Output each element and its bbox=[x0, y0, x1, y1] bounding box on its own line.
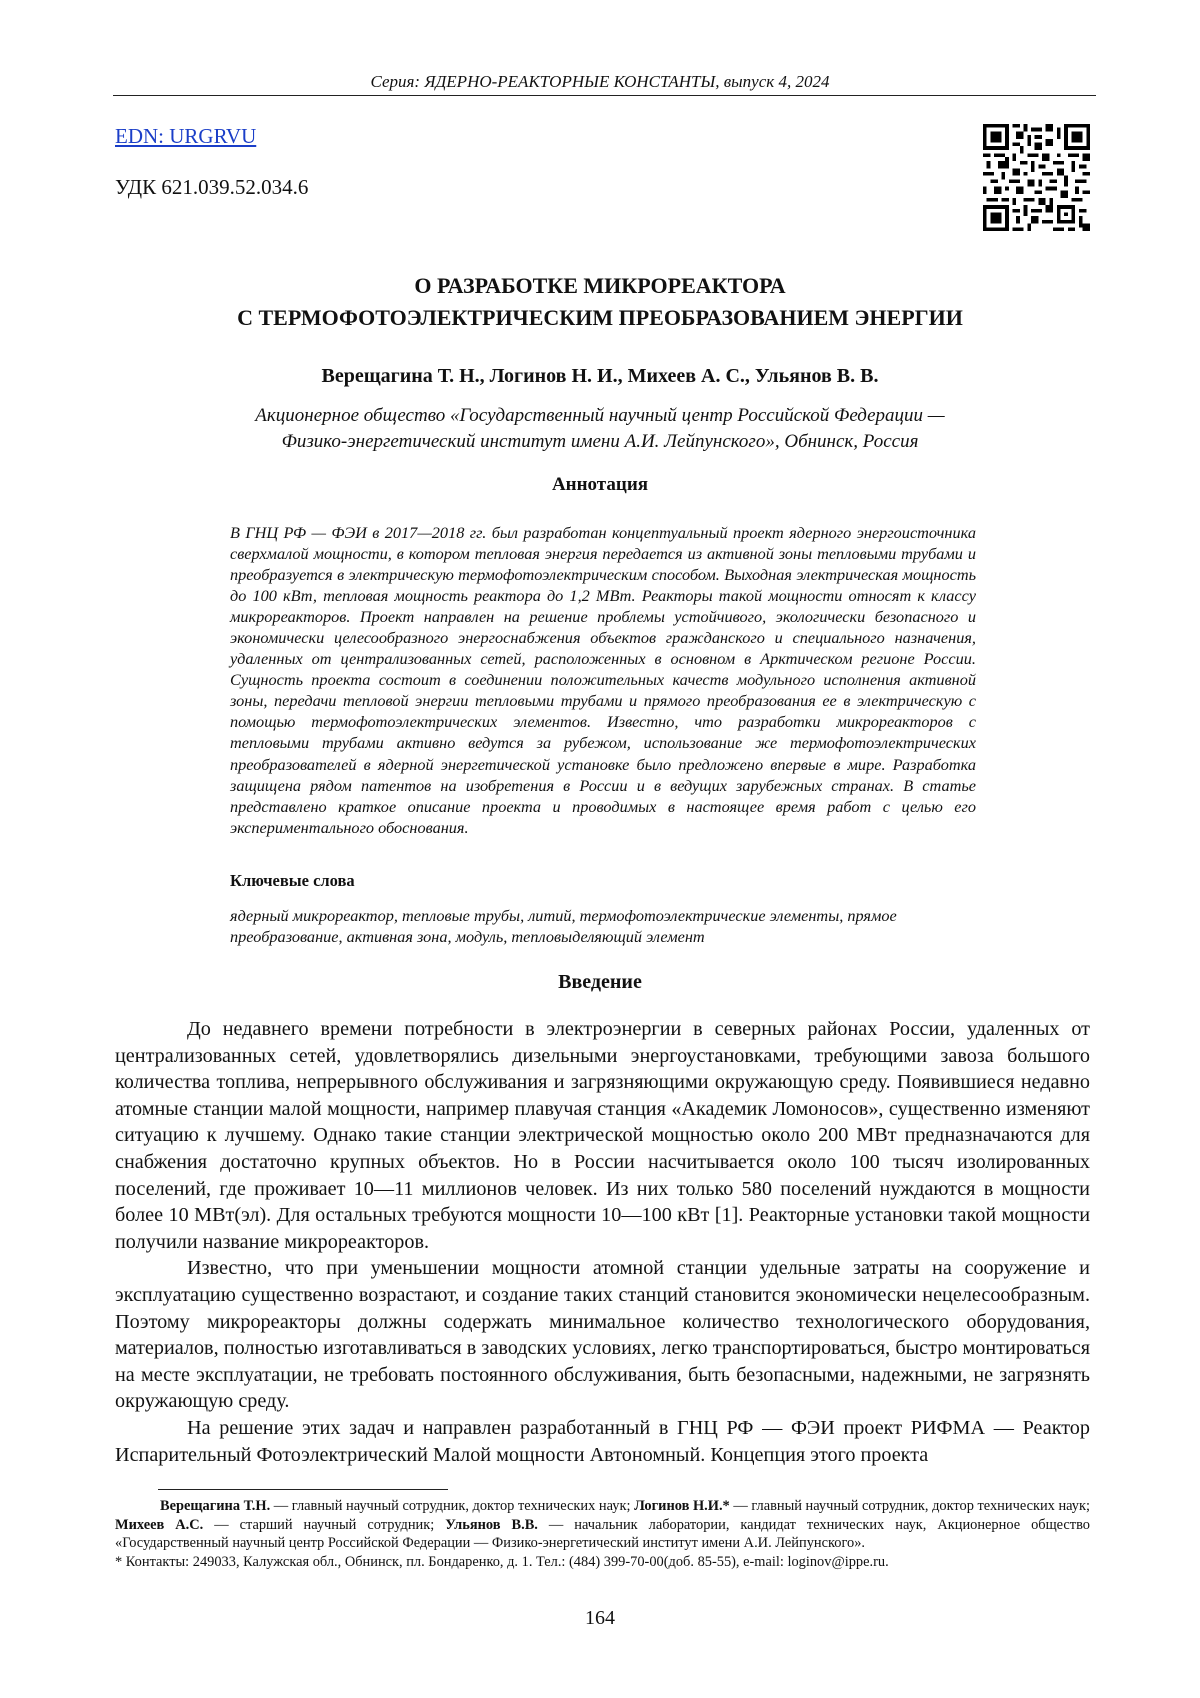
footnote-author-name: Логинов Н.И.* bbox=[634, 1498, 730, 1514]
keywords-heading: Ключевые слова bbox=[230, 871, 355, 890]
footnote-divider bbox=[158, 1489, 448, 1490]
footnote-author-role: — начальник лаборатории, кандидат технических наук, Акционерное общество «Государственный научный центр Российской Федерации — Физико-энергетический институт имени А.И. Лейпунского». bbox=[115, 1516, 1090, 1552]
abstract-text: В ГНЦ РФ — ФЭИ в 2017—2018 гг. был разработан концептуальный проект ядерного энергоисточника сверхмалой мощности, в котором тепловая энергия передается из активной зоны тепловыми трубами и преобразуется в электрическую термофотоэлектрическим способом. Выходная электрическая мощность до 100 кВт, тепловая мощность реактора до 1,2 МВт. Реакторы такой мощности относят к классу микрореакторов. Проект направлен на решение проблемы устойчивого, экологически безопасного и экономически целесообразного энергоснабжения объектов гражданского и специального назначения, удаленных от централизованных сетей, расположенных в основном в Арктическом регионе России. Сущность проекта состоит в соединении положительных качеств модульного исполнения активной зоны, передачи тепловой энергии тепловыми трубами и прямого преобразования ее в электрическую с помощью термофотоэлектрических элементов. Известно, что разработки микрореакторов с тепловыми трубами активно ведутся за рубежом, использование же термофотоэлектрических преобразователей в ядерной энергетической установке было предложено впервые в мире. Разработка защищена рядом патентов на изобретения в России и в ведущих зарубежных странах. В статье представлено краткое описание проекта и проводимых в настоящее время работ с целью его экспериментального обоснования. bbox=[230, 523, 976, 837]
footnote-author-role: — старший научный сотрудник; bbox=[203, 1516, 446, 1533]
title-line-2: С ТЕРМОФОТОЭЛЕКТРИЧЕСКИМ ПРЕОБРАЗОВАНИЕМ ЭНЕРГИИ bbox=[237, 305, 963, 330]
qr-code-icon bbox=[983, 124, 1090, 231]
intro-paragraph: На решение этих задач и направлен разработанный в ГНЦ РФ — ФЭИ проект РИФМА — Реактор Испарительный Фотоэлектрический Малой мощности Автономный. Концепция этого проекта bbox=[115, 1416, 1090, 1466]
article-title bbox=[0, 270, 1200, 334]
author-footnote bbox=[115, 1497, 1090, 1553]
affiliation-line-1: Акционерное общество «Государственный научный центр Российской Федерации — bbox=[255, 405, 945, 426]
footnote-author-name: Верещагина Т.Н. bbox=[160, 1498, 271, 1514]
contacts-footnote: * Контакты: 249033, Калужская обл., Обнинск, пл. Бондаренко, д. 1. Тел.: (484) 399-70-00(доб. 85-55), e-mail: loginov@ippe.ru. bbox=[115, 1553, 889, 1570]
affiliation bbox=[0, 403, 1200, 455]
header-divider bbox=[113, 95, 1096, 96]
intro-heading: Введение bbox=[558, 971, 642, 993]
series-header: Серия: ЯДЕРНО-РЕАКТОРНЫЕ КОНСТАНТЫ, выпуск 4, 2024 bbox=[370, 72, 830, 91]
intro-paragraph: Известно, что при уменьшении мощности атомной станции удельные затраты на сооружение и эксплуатацию существенно возрастают, и создание таких станций становится экономически нецелесообразным. Поэтому микрореакторы должны содержать минимальное количество технологического оборудования, материалов, полностью изготавливаться в заводских условиях, легко транспортироваться, быстро монтироваться на месте эксплуатации, не требовать постоянного обслуживания, быть безопасными, надежными, не загрязнять окружающую среду. bbox=[115, 1257, 1090, 1413]
footnote-author-role: — главный научный сотрудник, доктор технических наук; bbox=[729, 1498, 1090, 1514]
udk-code: УДК 621.039.52.034.6 bbox=[115, 175, 309, 199]
footnote-author-role: — главный научный сотрудник, доктор технических наук; bbox=[270, 1498, 635, 1514]
footnote-author-name: Михеев А.С. bbox=[115, 1516, 204, 1533]
intro-paragraph: До недавнего времени потребности в электроэнергии в северных районах России, удаленных от централизованных сетей, удовлетворялись дизельными энергоустановками, требующими завоза большого количества топлива, непрерывного обслуживания и загрязняющими окружающую среду. Появившиеся недавно атомные станции малой мощности, например плавучая станция «Академик Ломоносов», существенно изменяют ситуацию к лучшему. Однако такие станции электрической мощностью около 200 МВт предназначаются для снабжения достаточно крупных объектов. Но в России насчитывается около 100 тысяч изолированных поселений, где проживает 10—11 миллионов человек. Из них только 580 поселений нуждаются в мощности более 10 МВт(эл). Для остальных требуются мощности 10—100 кВт [1]. Реакторные установки такой мощности получили название микрореакторов. bbox=[115, 1018, 1090, 1253]
affiliation-line-2: Физико-энергетический институт имени А.И. Лейпунского», Обнинск, Россия bbox=[281, 431, 919, 452]
abstract-heading: Аннотация bbox=[551, 474, 649, 495]
footnote-author-name: Ульянов В.В. bbox=[445, 1516, 538, 1533]
edn-link[interactable]: EDN: URGRVU bbox=[115, 124, 257, 148]
keywords-text: ядерный микрореактор, тепловые трубы, литий, термофотоэлектрические элементы, прямое преобразование, активная зона, модуль, тепловыделяющий элемент bbox=[230, 906, 897, 946]
intro-body bbox=[115, 1016, 1090, 1468]
footnotes bbox=[115, 1497, 1090, 1571]
author-list: Верещагина Т. Н., Логинов Н. И., Михеев А. С., Ульянов В. В. bbox=[321, 365, 879, 387]
page-number: 164 bbox=[585, 1607, 615, 1629]
title-line-1: О РАЗРАБОТКЕ МИКРОРЕАКТОРА bbox=[414, 273, 786, 298]
